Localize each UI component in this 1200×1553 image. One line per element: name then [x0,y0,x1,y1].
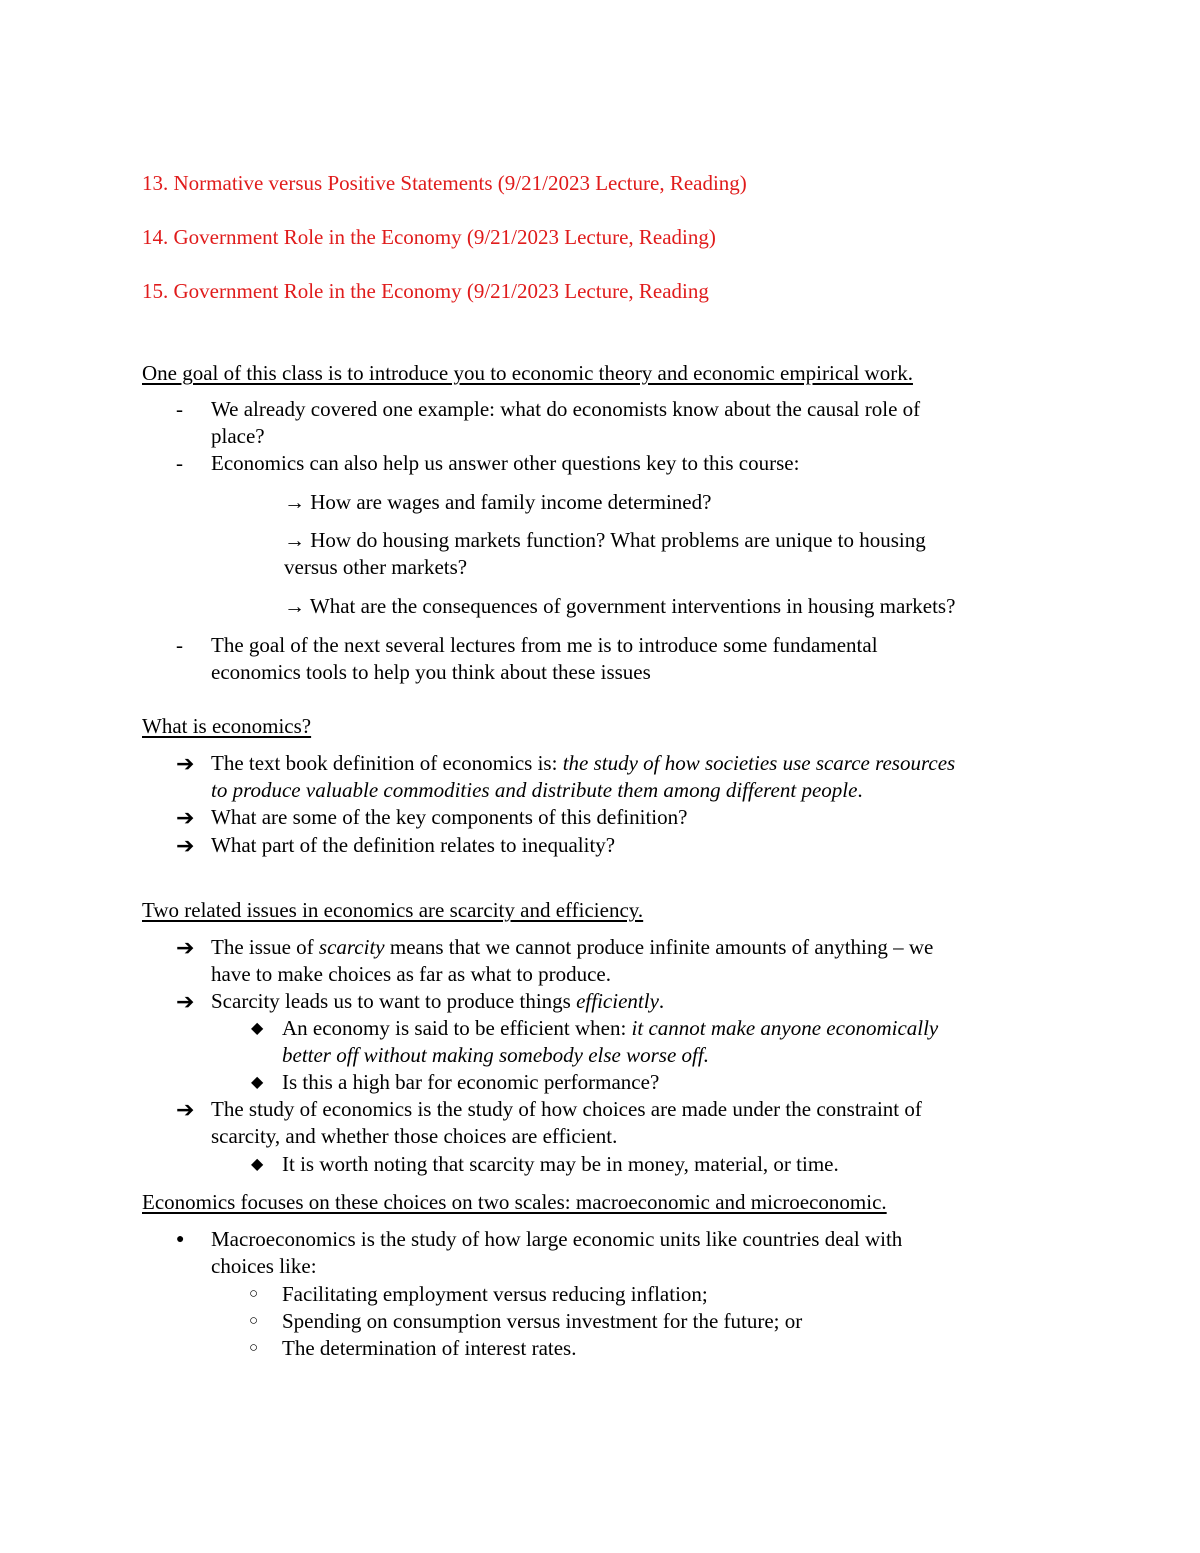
diamond-bullet-icon: ◆ [251,1074,264,1091]
topic-13: 13. Normative versus Positive Statements (9/21/2023 Lecture, Reading) [142,171,747,195]
dash-bullet: - [176,451,183,475]
text-run: . [658,989,665,1013]
bullet-text: have to make choices as far as what to produce. [211,962,612,986]
arrow-bullet-icon: ➔ [176,751,195,776]
definition-period: . [857,778,863,802]
sub-bullet-text: The determination of interest rates. [282,1336,577,1360]
question-line: versus other markets? [284,555,468,579]
section-heading-what-is-economics: What is economics? [142,714,312,738]
diamond-bullet-icon: ◆ [251,1020,264,1037]
text-run-italic: efficiently [576,989,659,1013]
arrow-bullet-icon: ➔ [176,935,195,960]
sub-bullet-text: Spending on consumption versus investment for the future; or [282,1309,803,1333]
circle-bullet-icon: ○ [249,1286,259,1302]
bullet-text: The study of economics is the study of how choices are made under the constraint of [211,1097,922,1121]
sub-bullet-text: Facilitating employment versus reducing inflation; [282,1282,708,1306]
text-run: Scarcity leads us to want to produce things [211,989,577,1013]
bullet-text: The goal of the next several lectures from me is to introduce some fundamental [211,633,878,657]
bullet-text [211,750,955,777]
definition-italic: the study of how societies use scarce resources [562,751,956,775]
section-heading-goal: One goal of this class is to introduce you to economic theory and economic empirical work. [142,361,913,385]
section-heading-scarcity-efficiency: Two related issues in economics are scarcity and efficiency. [142,898,644,922]
bullet-text: place? [211,424,265,448]
dash-bullet: - [176,633,183,657]
circle-bullet-icon: ○ [249,1340,259,1356]
arrow-bullet-icon: ➔ [176,833,195,858]
bullet-text [211,988,664,1015]
topic-14: 14. Government Role in the Economy (9/21/2023 Lecture, Reading) [142,225,716,249]
sub-bullet-text: It is worth noting that scarcity may be in money, material, or time. [282,1152,839,1176]
topic-15: 15. Government Role in the Economy (9/21/2023 Lecture, Reading [142,279,709,303]
bullet-text [211,777,863,804]
bullet-text: What are some of the key components of this definition? [211,805,688,829]
section-heading-two-scales: Economics focuses on these choices on two scales: macroeconomic and microeconomic. [142,1190,887,1214]
question-line: → How are wages and family income determined? [284,490,712,514]
bullet-text: Macroeconomics is the study of how large economic units like countries deal with [211,1227,903,1251]
text-run: The issue of [211,935,319,959]
bullet-text: choices like: [211,1254,317,1278]
dash-bullet: - [176,397,183,421]
question-line: → What are the consequences of government interventions in housing markets? [284,594,956,618]
disc-bullet-icon: ● [176,1232,185,1247]
text-run-italic: it cannot make anyone economically [631,1016,939,1040]
bullet-text: Economics can also help us answer other questions key to this course: [211,451,800,475]
arrow-bullet-icon: ➔ [176,989,195,1014]
bullet-text: We already covered one example: what do economists know about the causal role of [211,397,921,421]
text-run: means that we cannot produce infinite amounts of anything – we [384,935,934,959]
arrow-bullet-icon: ➔ [176,805,195,830]
sub-bullet-text: Is this a high bar for economic performance? [282,1070,660,1094]
circle-bullet-icon: ○ [249,1313,259,1329]
sub-bullet-text: better off without making somebody else worse off. [282,1043,709,1067]
bullet-text: scarcity, and whether those choices are efficient. [211,1124,618,1148]
definition-italic: to produce valuable commodities and distribute them among different people [211,778,858,802]
diamond-bullet-icon: ◆ [251,1156,264,1173]
bullet-text [211,934,933,961]
definition-prefix: The text book definition of economics is: [211,751,563,775]
text-run: An economy is said to be efficient when: [282,1016,632,1040]
text-run-italic: scarcity [318,935,385,959]
question-line: → How do housing markets function? What problems are unique to housing [284,528,926,552]
sub-bullet-text [282,1015,938,1042]
bullet-text: What part of the definition relates to inequality? [211,833,616,857]
arrow-bullet-icon: ➔ [176,1097,195,1122]
bullet-text: economics tools to help you think about these issues [211,660,651,684]
